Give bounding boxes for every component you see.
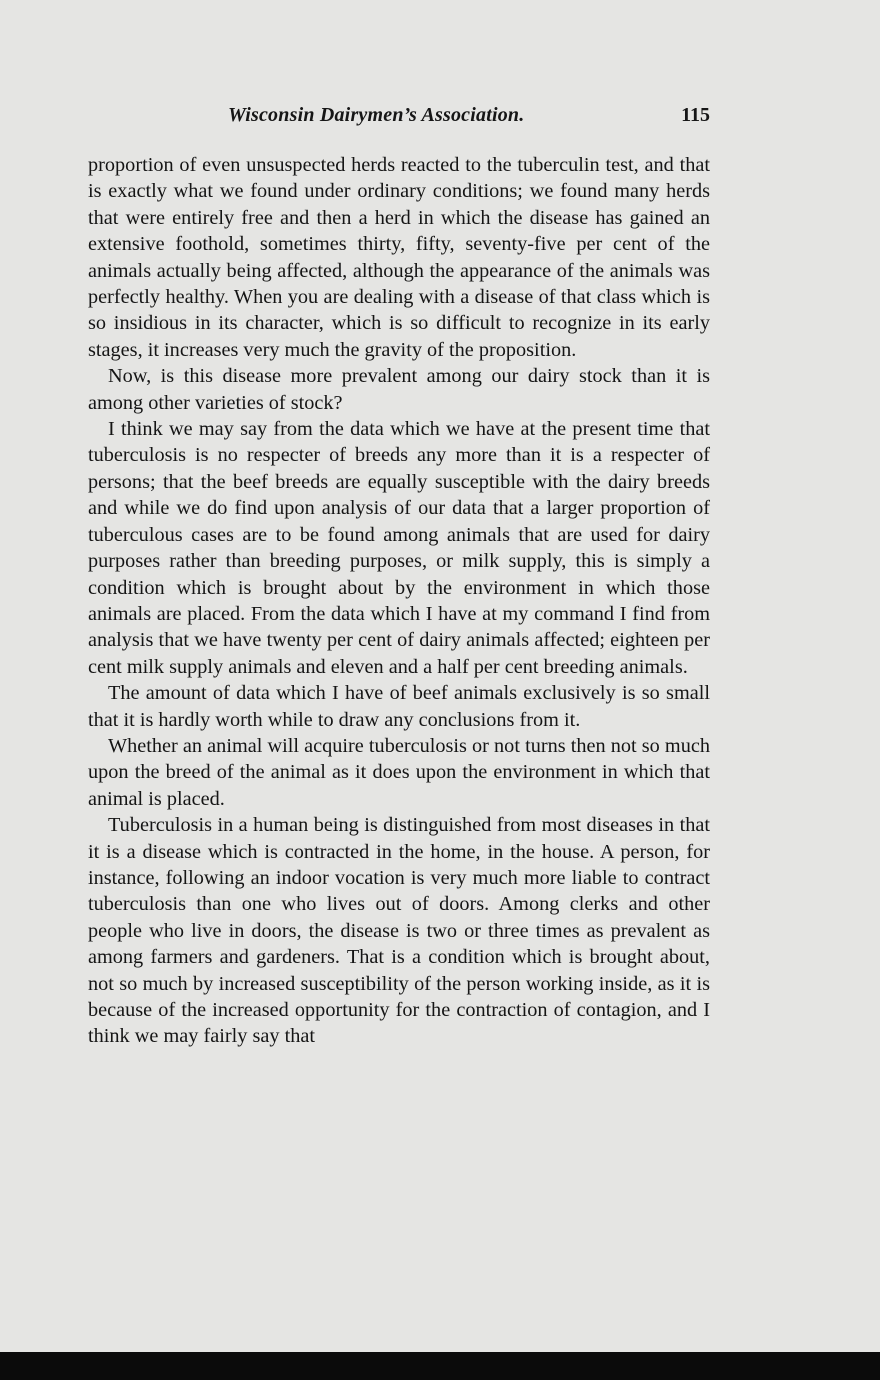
paragraph: Tuberculosis in a human being is distinguished from most diseases in that it is a disease which is contracted in the home, in the house. A person, for instance, following an indoor vocation is very much more liable to contract tuberculosis than one who lives out of doors. Among clerks and other people who live in doors, the disease is two or three times as prevalent as among farmers and gardeners. That is a condition which is brought about, not so much by increased susceptibility of the person working inside, as it is because of the increased opportunity for the contraction of contagion, and I think we may fairly say that xyxy=(88,814,710,1048)
body-text xyxy=(88,152,710,1050)
page-number: 115 xyxy=(681,104,710,126)
paragraph: Whether an animal will acquire tuberculosis or not turns then not so much upon the breed of the animal as it does upon the environment in which that animal is placed. xyxy=(88,734,710,810)
paragraph: The amount of data which I have of beef animals exclusively is so small that it is hardly worth while to draw any conclusions from it. xyxy=(88,682,710,731)
scan-bottom-edge xyxy=(0,1352,880,1380)
page-header xyxy=(88,104,710,130)
running-head: Wisconsin Dairymen’s Association. xyxy=(228,104,525,126)
paragraph-continued: proportion of even unsuspected herds reacted to the tuberculin test, and that is exactly what we found under ordinary conditions; we found many herds that were entirely free and then a herd in which the disease has gained an extensive foothold, sometimes thirty, fifty, seventy-five per cent of the animals actually being affected, although the appearance of the animals was perfectly healthy. When you are dealing with a disease of that class which is so insidious in its character, which is so difficult to recognize in its early stages, it increases very much the gravity of the proposition. xyxy=(88,154,710,361)
paragraph: Now, is this disease more prevalent among our dairy stock than it is among other varieties of stock? xyxy=(88,365,710,414)
paragraph: I think we may say from the data which we have at the present time that tuberculosis is no respecter of breeds any more than it is a respecter of persons; that the beef breeds are equally susceptible with the dairy breeds and while we do find upon analysis of our data that a larger proportion of tuberculous cases are to be found among animals that are used for dairy purposes rather than breeding purposes, or milk supply, this is simply a condition which is brought about by the environment in which those animals are placed. From the data which I have at my command I find from analysis that we have twenty per cent of dairy animals affected; eighteen per cent milk supply animals and eleven and a half per cent breeding animals. xyxy=(88,418,710,678)
